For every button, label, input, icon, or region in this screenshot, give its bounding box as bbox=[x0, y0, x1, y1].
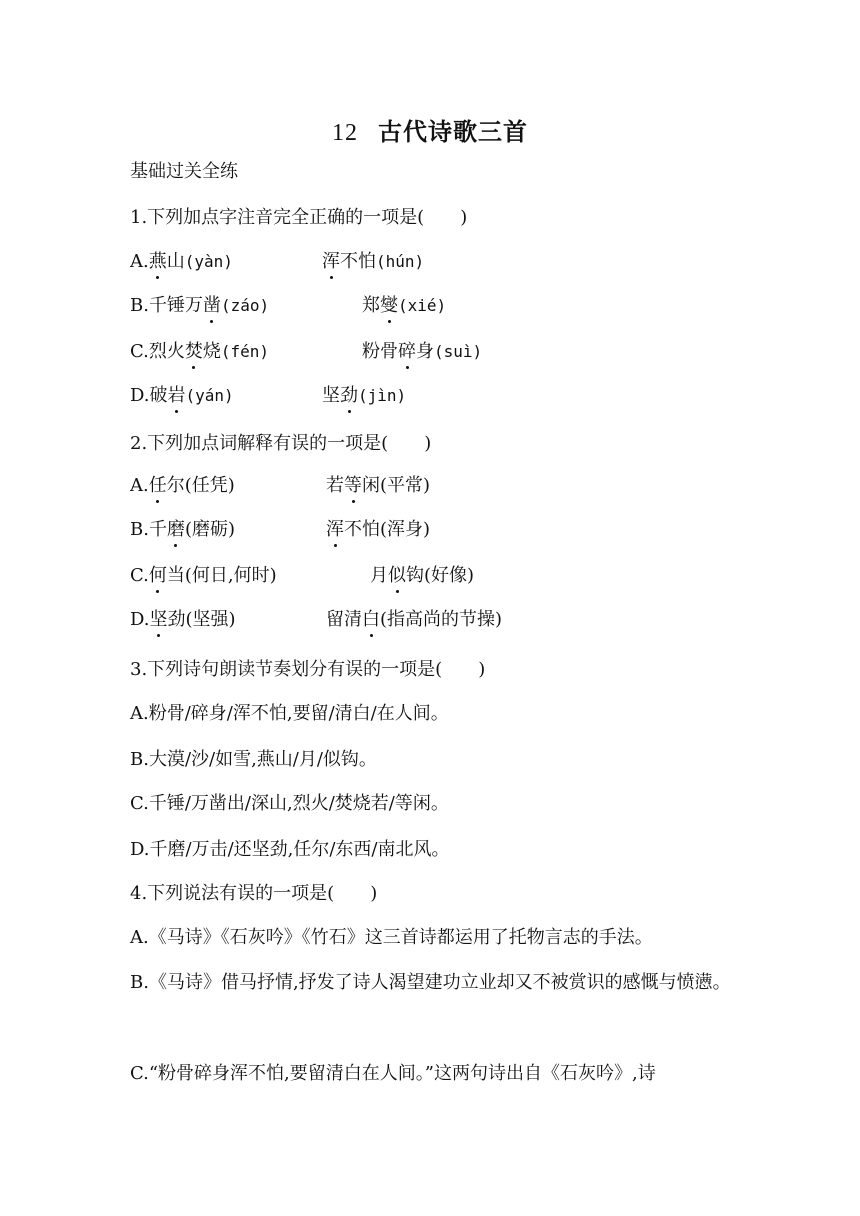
q2-a1-pre: A. bbox=[130, 475, 149, 496]
q1-b2-pinyin: (xié) bbox=[398, 296, 447, 315]
q1-b1-pre: B.千锤万 bbox=[130, 295, 203, 316]
q1-c1-pre: C.烈火 bbox=[130, 341, 185, 362]
q1-c2-pre: 粉骨 bbox=[362, 341, 398, 362]
q1-d1-pinyin: (yán) bbox=[185, 386, 234, 405]
q1-option-b bbox=[130, 294, 269, 318]
q2-option-b-second bbox=[326, 518, 430, 542]
q1-d2-pinyin: (jìn) bbox=[358, 386, 407, 405]
q2-a1-post: 尔(任凭) bbox=[166, 475, 235, 496]
q1-option-d-second bbox=[322, 384, 406, 408]
q2-option-d-second bbox=[326, 608, 502, 632]
q4-stem-end: ) bbox=[370, 883, 378, 904]
q1-c2-dotted-char: 碎 bbox=[398, 341, 416, 362]
q2-b1-post: (磨砺) bbox=[184, 519, 235, 540]
page-title bbox=[0, 112, 860, 147]
q2-option-b bbox=[130, 518, 235, 542]
q2-c2-dotted-char: 似 bbox=[388, 565, 406, 586]
q1-a1-pinyin: (yàn) bbox=[184, 252, 233, 271]
q2-stem-end: ) bbox=[424, 433, 432, 454]
q3-stem-text: 3.下列诗句朗读节奏划分有误的一项是( bbox=[130, 659, 443, 680]
q2-c1-post: 当(何日,何时) bbox=[166, 565, 277, 586]
q1-option-c bbox=[130, 340, 269, 364]
q2-option-c-second bbox=[370, 564, 474, 588]
q1-b1-pinyin: (záo) bbox=[220, 296, 270, 315]
q1-option-a bbox=[130, 250, 233, 274]
q2-c2-post: 钩(好像) bbox=[406, 565, 475, 586]
q2-a2-dotted-char: 等 bbox=[344, 475, 362, 496]
q2-c2-pre: 月 bbox=[370, 565, 388, 586]
q1-b1-dotted-char: 凿 bbox=[202, 295, 221, 316]
q2-a2-pre: 若 bbox=[326, 475, 344, 496]
q2-a1-dotted-char: 任 bbox=[148, 475, 167, 496]
q2-b2-dotted-char: 浑 bbox=[326, 519, 344, 540]
q2-c1-dotted-char: 何 bbox=[148, 565, 167, 586]
lesson-number: 12 bbox=[332, 120, 358, 146]
q2-option-a-second bbox=[326, 474, 430, 498]
q4-stem bbox=[130, 882, 377, 906]
q1-a1-post: 山 bbox=[166, 251, 185, 272]
q2-option-d bbox=[130, 608, 236, 632]
q4-stem-text: 4.下列说法有误的一项是( bbox=[130, 883, 335, 904]
q1-stem-end: ) bbox=[460, 207, 468, 228]
q1-a2-pinyin: (hún) bbox=[376, 252, 425, 271]
q3-option-a: A.粉骨/碎身/浑不怕,要留/清白/在人间。 bbox=[130, 703, 449, 724]
q2-option-c bbox=[130, 564, 277, 588]
q2-d2-post: (指高尚的节操) bbox=[380, 609, 503, 630]
q1-a1-pre: A. bbox=[130, 251, 149, 272]
q2-a2-post: 闲(平常) bbox=[362, 475, 431, 496]
q1-stem-text: 1.下列加点字注音完全正确的一项是( bbox=[130, 207, 425, 228]
q1-a1-dotted-char: 燕 bbox=[148, 251, 167, 272]
section-heading: 基础过关全练 bbox=[130, 161, 238, 182]
q2-b1-pre: B.千 bbox=[130, 519, 167, 540]
q1-c1-dotted-char: 焚 bbox=[184, 341, 203, 362]
q1-c1-pinyin: (fén) bbox=[220, 342, 270, 361]
q2-d1-post: 劲(坚强) bbox=[167, 609, 236, 630]
q1-c2-post: 身 bbox=[416, 341, 434, 362]
q3-option-b: B.大漠/沙/如雪,燕山/月/似钩。 bbox=[130, 749, 377, 770]
q4-option-a: A.《马诗》《石灰吟》《竹石》这三首诗都运用了托物言志的手法。 bbox=[130, 927, 653, 948]
q3-option-c: C.千锤/万凿出/深山,烈火/焚烧若/等闲。 bbox=[130, 793, 449, 814]
q2-stem-text: 2.下列加点词解释有误的一项是( bbox=[130, 433, 389, 454]
q1-d1-pre: D.破 bbox=[130, 385, 168, 406]
q1-a2-post: 不怕 bbox=[340, 251, 376, 272]
q1-b2-pre: 郑 bbox=[362, 295, 380, 316]
q2-d2-dotted-char: 白 bbox=[362, 609, 380, 630]
q2-d1-pre: D. bbox=[130, 609, 150, 630]
q1-d2-dotted-char: 劲 bbox=[340, 385, 358, 406]
q1-a2-dotted-char: 浑 bbox=[322, 251, 340, 272]
lesson-title: 古代诗歌三首 bbox=[378, 117, 528, 146]
q3-option-d: D.千磨/万击/还坚劲,任尔/东西/南北风。 bbox=[130, 839, 450, 860]
q1-c1-post: 烧 bbox=[202, 341, 221, 362]
q1-d2-pre: 坚 bbox=[322, 385, 340, 406]
q2-option-a bbox=[130, 474, 235, 498]
q1-option-d bbox=[130, 384, 234, 408]
q2-c1-pre: C. bbox=[130, 565, 149, 586]
q3-stem bbox=[130, 658, 485, 682]
q1-option-b-second bbox=[362, 294, 446, 318]
q4-option-c: C.“粉骨碎身浑不怕,要留清白在人间。”这两句诗出自《石灰吟》,诗 bbox=[130, 1063, 656, 1084]
q2-b1-dotted-char: 磨 bbox=[166, 519, 185, 540]
q2-d2-pre: 留清 bbox=[326, 609, 362, 630]
q4-option-b: B.《马诗》借马抒情,抒发了诗人渴望建功立业却又不被赏识的感慨与愤懑。 bbox=[130, 972, 731, 993]
q2-b2-post: 不怕(浑身) bbox=[344, 519, 431, 540]
q1-b2-dotted-char: 燮 bbox=[380, 295, 398, 316]
q1-option-c-second bbox=[362, 340, 482, 364]
q2-stem bbox=[130, 432, 431, 456]
q1-c2-pinyin: (suì) bbox=[434, 342, 483, 361]
q3-stem-end: ) bbox=[478, 659, 486, 680]
q1-option-a-second bbox=[322, 250, 424, 274]
q2-d1-dotted-char: 坚 bbox=[149, 609, 168, 630]
q1-d1-dotted-char: 岩 bbox=[167, 385, 186, 406]
q1-stem bbox=[130, 206, 467, 230]
